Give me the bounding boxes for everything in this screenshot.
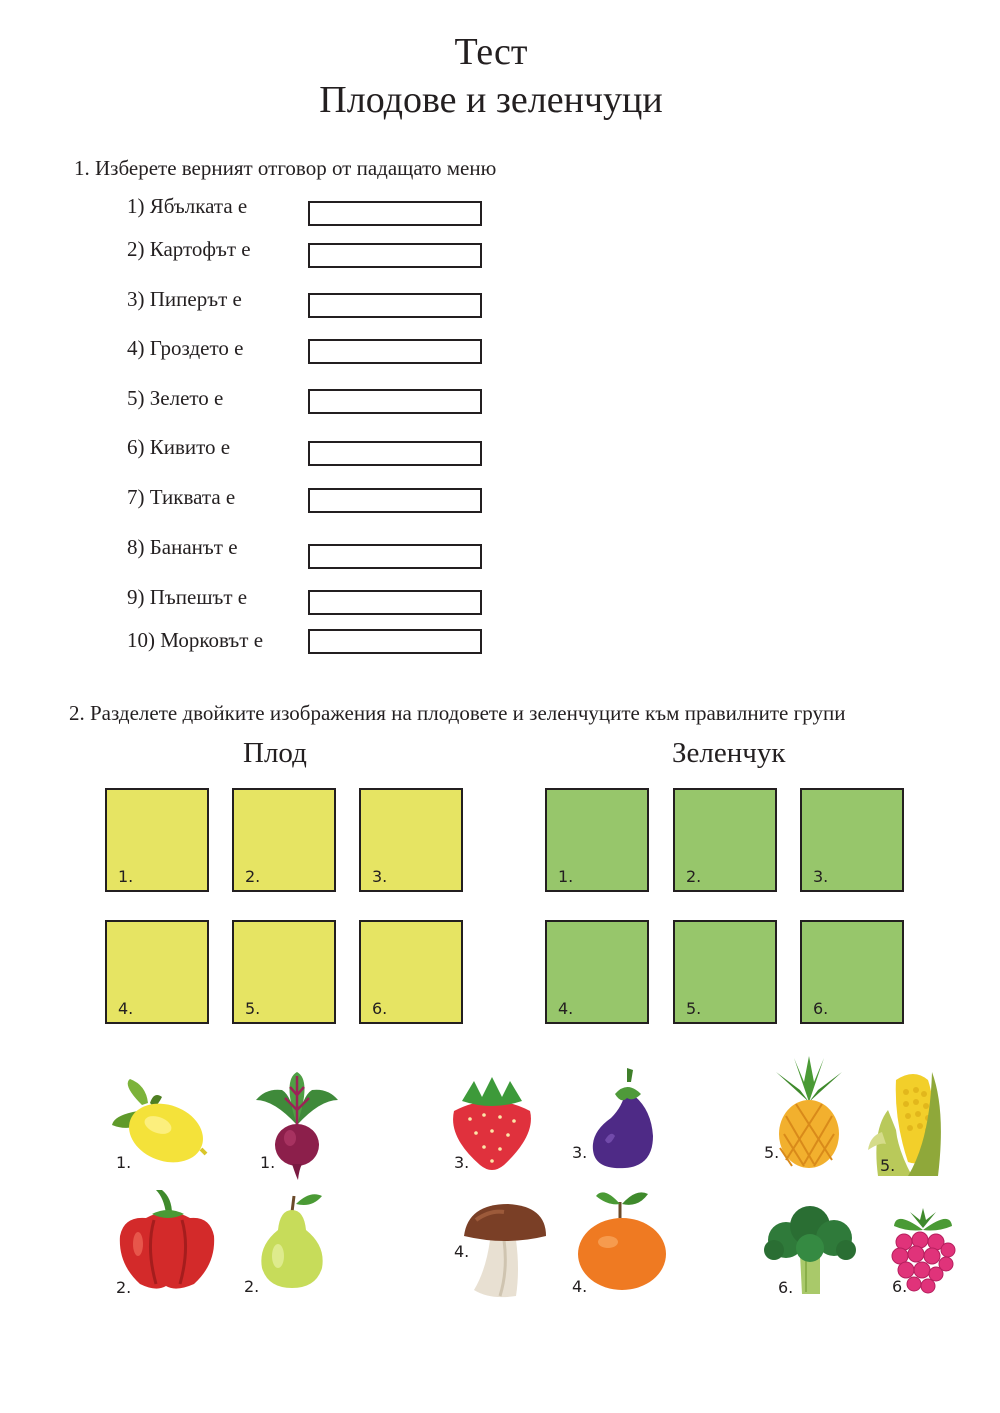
- item-label: 5) Зелето е: [127, 386, 224, 410]
- image-number: 3.: [454, 1153, 470, 1172]
- fruit-slot-3[interactable]: [359, 788, 463, 892]
- slot-number: 6.: [372, 999, 388, 1018]
- eggplant-icon[interactable]: [585, 1066, 665, 1170]
- answer-dropdown-6[interactable]: [308, 441, 482, 466]
- answer-dropdown-4[interactable]: [308, 339, 482, 364]
- item-label: 7) Тиквата е: [127, 485, 236, 509]
- slot-number: 3.: [372, 867, 388, 886]
- fruit-slot-4[interactable]: [105, 920, 209, 1024]
- slot-number: 1.: [118, 867, 134, 886]
- item-label: 9) Пъпешът е: [127, 585, 248, 609]
- fruit-slot-1[interactable]: [105, 788, 209, 892]
- item-label: 2) Картофът е: [127, 237, 251, 261]
- answer-dropdown-8[interactable]: [308, 544, 482, 569]
- question-1-text: 1. Изберете верният отговор от падащато меню: [74, 156, 497, 180]
- slot-number: 6.: [813, 999, 829, 1018]
- item-label: 6) Кивито е: [127, 435, 231, 459]
- image-number: 2.: [116, 1278, 132, 1297]
- image-number: 2.: [244, 1277, 260, 1296]
- image-number: 4.: [572, 1277, 588, 1296]
- answer-dropdown-9[interactable]: [308, 590, 482, 615]
- vegetable-slot-6[interactable]: [800, 920, 904, 1024]
- image-number: 1.: [116, 1153, 132, 1172]
- vegetable-slot-3[interactable]: [800, 788, 904, 892]
- question-2-text: 2. Разделете двойките изображения на плодовете и зеленчуците към правилните групи: [69, 701, 846, 725]
- image-number: 6.: [892, 1277, 908, 1296]
- vegetable-slot-2[interactable]: [673, 788, 777, 892]
- image-number: 1.: [260, 1153, 276, 1172]
- vegetable-group-title: Зеленчук: [672, 737, 786, 769]
- lemon-icon[interactable]: [108, 1075, 208, 1165]
- item-label: 1) Ябълката е: [127, 194, 248, 218]
- answer-dropdown-7[interactable]: [308, 488, 482, 513]
- image-number: 5.: [880, 1156, 896, 1175]
- slot-number: 2.: [686, 867, 702, 886]
- slot-number: 3.: [813, 867, 829, 886]
- slot-number: 4.: [118, 999, 134, 1018]
- fruit-slot-6[interactable]: [359, 920, 463, 1024]
- vegetable-slot-4[interactable]: [545, 920, 649, 1024]
- fruit-slot-2[interactable]: [232, 788, 336, 892]
- image-number: 5.: [764, 1143, 780, 1162]
- slot-number: 5.: [686, 999, 702, 1018]
- orange-icon[interactable]: [574, 1188, 670, 1292]
- page-subtitle: Плодове и зеленчуци: [319, 79, 663, 121]
- broccoli-icon[interactable]: [762, 1204, 858, 1296]
- slot-number: 5.: [245, 999, 261, 1018]
- image-number: 3.: [572, 1143, 588, 1162]
- answer-dropdown-10[interactable]: [308, 629, 482, 654]
- mushroom-icon[interactable]: [460, 1200, 550, 1300]
- slot-number: 1.: [558, 867, 574, 886]
- page-title: Тест: [454, 31, 528, 73]
- item-label: 4) Гроздето е: [127, 336, 244, 360]
- item-label: 8) Бананът е: [127, 535, 238, 559]
- item-label: 3) Пиперът е: [127, 287, 242, 311]
- vegetable-slot-5[interactable]: [673, 920, 777, 1024]
- fruit-slot-5[interactable]: [232, 920, 336, 1024]
- vegetable-slot-1[interactable]: [545, 788, 649, 892]
- image-number: 4.: [454, 1242, 470, 1261]
- slot-number: 2.: [245, 867, 261, 886]
- fruit-group-title: Плод: [243, 737, 307, 769]
- pineapple-icon[interactable]: [774, 1056, 844, 1170]
- item-label: 10) Морковът е: [127, 628, 264, 652]
- image-number: 6.: [778, 1278, 794, 1297]
- answer-dropdown-2[interactable]: [308, 243, 482, 268]
- pepper-icon[interactable]: [116, 1188, 220, 1292]
- answer-dropdown-1[interactable]: [308, 201, 482, 226]
- slot-number: 4.: [558, 999, 574, 1018]
- answer-dropdown-5[interactable]: [308, 389, 482, 414]
- pear-icon[interactable]: [252, 1190, 332, 1290]
- answer-dropdown-3[interactable]: [308, 293, 482, 318]
